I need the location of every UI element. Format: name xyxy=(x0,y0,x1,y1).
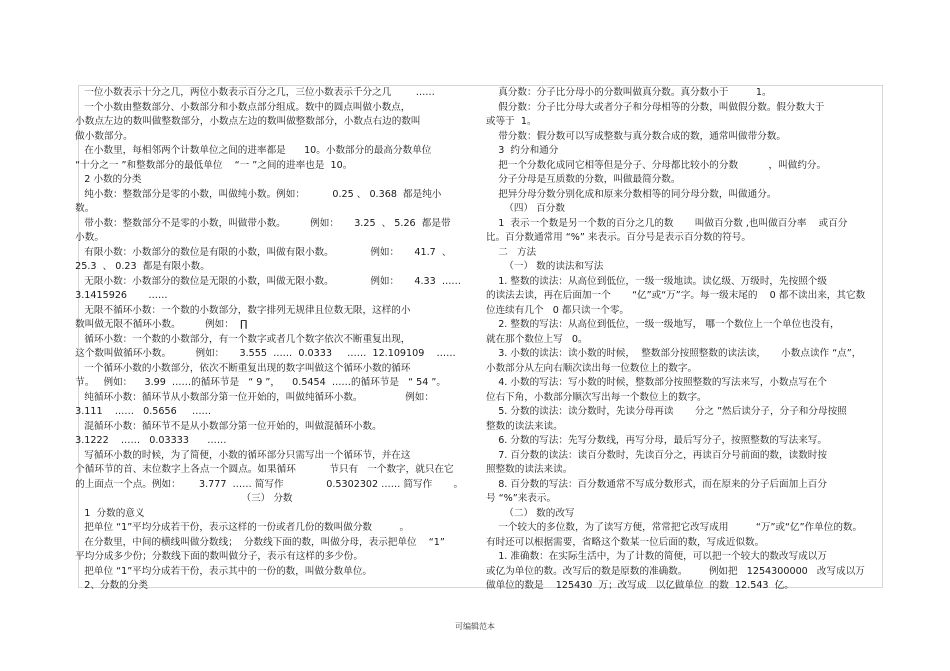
text-line: 6. 分数的写法：先写分数线，再写分母，最后写分子，按照整数的写法来写。 xyxy=(486,435,827,446)
text-line: 3.1415926 …… xyxy=(66,290,168,301)
text-line: 3.111 …… 0.5656 …… xyxy=(66,406,212,417)
text-line: 写循环小数的时候，为了简便，小数的循环部分只需写出一个循环节，并在这 xyxy=(66,449,411,461)
text-line: （四） 百分数 xyxy=(486,203,565,214)
text-line: 真分数：分子比分母小的分数叫做真分数。真分数小于 1。 xyxy=(486,87,772,98)
text-line: 5. 分数的读法：读分数时，先读分母再读 分之 ”然后读分子，分子和分母按照 xyxy=(486,406,847,417)
text-line: （三） 分数 xyxy=(241,493,293,504)
text-line: “十分之一 ”和整数部分的最低单位 “一 ”之间的进率也是 10。 xyxy=(66,159,353,171)
text-line: 在分数里，中间的横线叫做分数线； 分数线下面的数，叫做分母，表示把单位 “1” xyxy=(66,536,445,548)
text-line: 1. 准确数：在实际生活中，为了计数的简便，可以把一个较大的数改写成以万 xyxy=(486,551,827,562)
text-line: 1. 整数的读法：从高位到低位，一级一级地读。读亿级、万级时，先按照个级 xyxy=(486,275,827,287)
text-line: 节。 例如： 3.99 ……的循环节是 “ 9 ”， 0.5454 ……的循环节是 “ 54 ”。 xyxy=(66,377,446,388)
text-line: （一） 数的读法和写法 xyxy=(486,261,604,272)
page-footer: 可编辑范本 xyxy=(455,622,495,631)
text-line: 在小数里，每相邻两个计数单位之间的进率都是 10。小数部分的最高分数单位 xyxy=(66,145,432,156)
text-line: 把单位 “1”平均分成若干份，表示其中的一份的数，叫做分数单位。 xyxy=(66,565,373,577)
text-line: 2、分数的分类 xyxy=(66,580,148,591)
text-line: 小数点左边的数叫做整数部分，小数点左边的数叫做整数部分，小数点右边的数叫 xyxy=(66,116,421,127)
text-line: 3. 小数的读法：读小数的时候， 整数部分按照整数的读法读， 小数点读作 “点”， xyxy=(486,348,862,359)
text-line: （二） 数的改写 xyxy=(486,507,575,519)
text-line: 2 小数的分类 xyxy=(66,174,142,185)
text-line: 25.3 、 0.23 都是有限小数。 xyxy=(66,261,210,272)
text-line: 做单位的数是 125430 万；改写成 以亿做单位 的数 12.543 亿。 xyxy=(486,580,794,591)
text-line: 或等于 1。 xyxy=(486,116,537,127)
text-line: 无限不循环小数：一个数的小数部分，数字排列无规律且位数无限，这样的小 xyxy=(66,304,411,316)
text-line: 3.1222 …… 0.03333 …… xyxy=(66,435,227,446)
text-line: 2. 整数的写法：从高位到低位，一级一级地写， 哪一个数位上一个单位也没有， xyxy=(486,319,840,330)
text-line: 比。百分数通常用 “%” 来表示。百分号是表示百分数的符号。 xyxy=(486,232,751,243)
text-line: 小数。 xyxy=(66,232,104,243)
text-line: 7. 百分数的读法：读百分数时，先读百分之，再读百分号前面的数，读数时按 xyxy=(486,449,827,461)
text-line: 1 表示一个数是另一个数的百分之几的数 叫做百分数 ,也叫做百分率 或百分 xyxy=(486,217,848,229)
text-line: 1 分数的意义 xyxy=(66,507,145,519)
text-line: 个循环节的首、末位数字上各点一个圆点。如果循环 节只有 一个数字，就只在它 xyxy=(66,464,454,475)
text-line: 把一个分数化成同它相等但是分子、分母都比较小的分数 ，叫做约分。 xyxy=(486,159,827,171)
text-line: 位右下角，小数部分顺次写出每一个数位上的数字。 xyxy=(486,391,707,403)
text-line: 纯循环小数：循环节从小数部分第一位开始的，叫做纯循环小数。 例如： xyxy=(66,391,434,403)
text-line: 把异分母分数分别化成和原来分数相等的同分母分数，叫做通分。 xyxy=(486,188,777,200)
text-line: 或亿为单位的数。改写后的数是原数的准确数。 例如把 1254300000 改写成以万 xyxy=(486,565,865,577)
text-line: 一个循环小数的小数部分，依次不断重复出现的数字叫做这个循环小数的循环 xyxy=(66,362,411,374)
text-line: 带小数：整数部分不是零的小数，叫做带小数。 例如： 3.25 、 5.26 都是带 xyxy=(66,217,451,229)
text-line: 平均分成多少份；分数线下面的数叫做分子，表示有这样的多少份。 xyxy=(66,551,363,562)
text-line: 把单位 “1”平均分成若干份，表示这样的一份或者几份的数叫做分数 。 xyxy=(66,522,410,533)
text-line: 4. 小数的写法：写小数的时候，整数部分按照整数的写法来写，小数点写在个 xyxy=(486,377,827,388)
text-line: 号 “%”来表示。 xyxy=(486,493,557,504)
text-line: 分子分母是互质数的分数，叫做最简分数。 xyxy=(486,174,681,185)
text-line: 的读法去读，再在后面加一个 “亿”或“万”字。每一级末尾的 0 都不读出来，其它数 xyxy=(486,290,866,301)
text-line: 纯小数：整数部分是零的小数，叫做纯小数。例如： 0.25 、 0.368 都是纯小 xyxy=(66,188,442,200)
text-line: 循环小数：一个数的小数部分，有一个数字或者几个数字依次不断重复出现， xyxy=(66,333,411,345)
text-line: 有时还可以根据需要，省略这个数某一位后面的数，写成近似数。 xyxy=(486,536,765,548)
text-line: 无限小数：小数部分的数位是无限的小数，叫做无限小数。 例如： 4.33 …… xyxy=(66,275,462,287)
text-line: 照整数的读法来读。 xyxy=(486,464,573,475)
text-line: 小数部分从左向右顺次读出每一位数位上的数字。 xyxy=(486,362,698,374)
right-column xyxy=(486,86,886,594)
text-line: 一位小数表示十分之几，两位小数表示百分之几，三位小数表示千分之几 …… xyxy=(66,87,435,98)
text-line: 整数的读法来读。 xyxy=(486,420,563,432)
text-line: 数叫做无限不循环小数。 例如： ∏ xyxy=(66,319,248,330)
text-line: 一个小数由整数部分、小数部分和小数点部分组成。数中的圆点叫做小数点， xyxy=(66,101,411,113)
text-line: 带分数：假分数可以写成整数与真分数合成的数，通常叫做带分数。 xyxy=(486,130,787,142)
text-line: 数。 xyxy=(66,203,95,214)
text-line: 的上面点一个点。例如： 3.777 …… 简写作 0.5302302 …… 简写作 。 xyxy=(66,478,464,490)
text-line: 这个数叫做循环小数。 例如： 3.555 …… 0.0333 …… 12.109109 …… xyxy=(66,348,456,359)
text-line: 二 方法 xyxy=(486,246,537,258)
text-line: 有限小数：小数部分的数位是有限的小数，叫做有限小数。 例如： 41.7 、 xyxy=(66,246,452,258)
text-line: 3 约分和通分 xyxy=(486,145,559,156)
left-column xyxy=(66,86,468,594)
text-line: 混循环小数：循环节不是从小数部分第一位开始的，叫做混循环小数。 xyxy=(66,420,382,432)
text-line: 假分数：分子比分母大或者分子和分母相等的分数，叫做假分数。假分数大于 xyxy=(486,101,825,113)
text-line: 8. 百分数的写法：百分数通常不写成分数形式，而在原来的分子后面加上百分 xyxy=(486,478,827,490)
text-line: 做小数部分。 xyxy=(66,130,133,142)
text-line: 就在那个数位上写 0。 xyxy=(486,333,588,345)
text-line: 一个较大的多位数，为了读写方便，常常把它改写成用 “万”或“亿”作单位的数。 xyxy=(486,522,863,533)
text-line: 位连续有几个 0 都只读一个零。 xyxy=(486,304,630,316)
